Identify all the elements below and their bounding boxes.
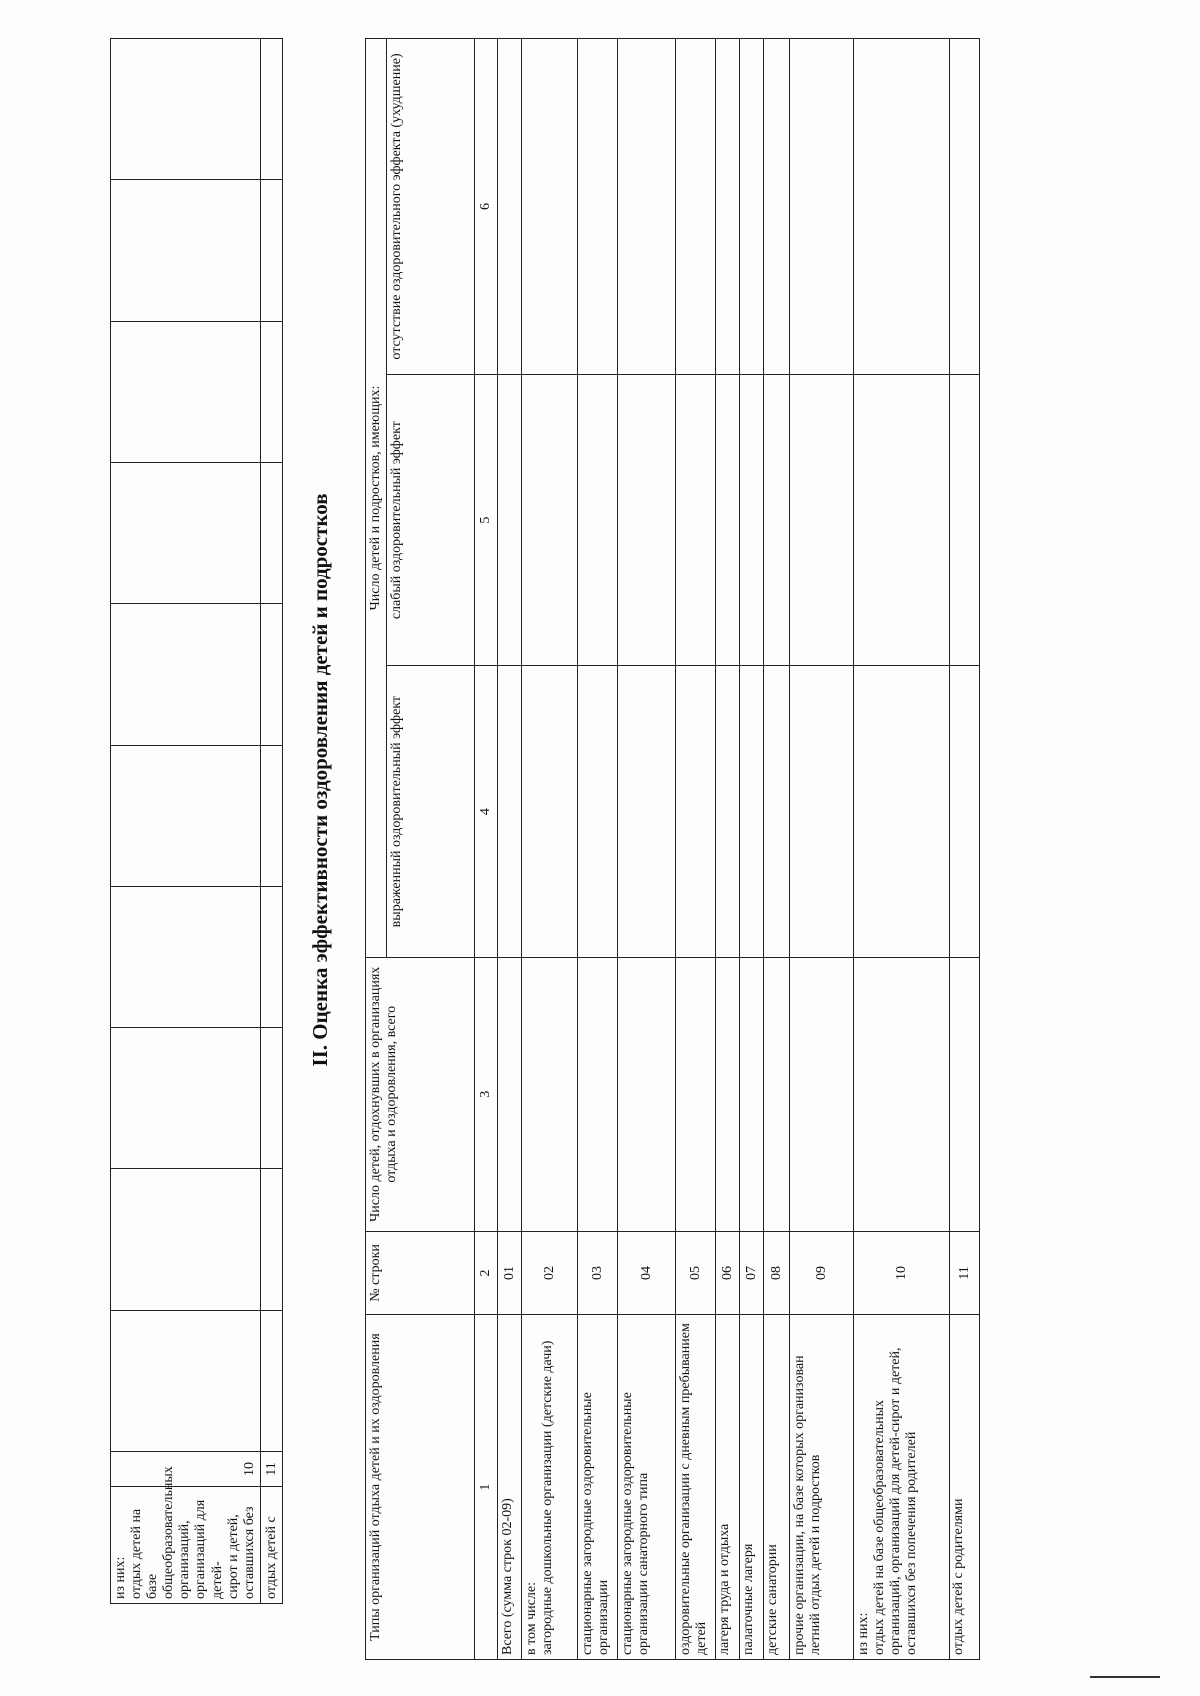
table-cell (111, 462, 261, 603)
row-label: отдых детей с (260, 1487, 282, 1604)
table-cell (578, 374, 618, 665)
table-cell (740, 39, 764, 375)
table-cell (260, 462, 282, 603)
column-number: 3 (475, 957, 498, 1231)
table-cell (950, 957, 980, 1231)
table-cell (764, 374, 790, 665)
table-cell (676, 39, 716, 375)
table-cell (111, 1169, 261, 1310)
table-cell (578, 666, 618, 957)
table-cell (111, 745, 261, 886)
table-row (578, 39, 618, 1660)
table-cell (854, 374, 950, 665)
table-row (950, 39, 980, 1660)
row-label: стационарные загородные оздоровительные организации (578, 1315, 618, 1660)
table-cell (950, 39, 980, 375)
table-cell (522, 374, 578, 665)
column-number: 4 (475, 666, 498, 957)
table-row (522, 39, 578, 1660)
row-code: 01 (498, 1231, 522, 1315)
row-code: 08 (764, 1231, 790, 1315)
table-cell (260, 745, 282, 886)
table-cell (111, 39, 261, 180)
table-cell (854, 957, 950, 1231)
row-code: 05 (676, 1231, 716, 1315)
continuation-table (110, 38, 283, 1604)
column-number-row (475, 39, 498, 1660)
table-cell (260, 180, 282, 321)
header-strong-effect: выраженный оздоровительный эффект (387, 666, 475, 957)
table-cell (854, 666, 950, 957)
table-cell (111, 886, 261, 1027)
header-no-effect: отсутствие оздоровительного эффекта (ухудшение) (387, 39, 475, 375)
table-cell (522, 957, 578, 1231)
column-number: 2 (475, 1231, 498, 1315)
table-cell (764, 39, 790, 375)
row-label: из них: отдых детей на базе общеобразовательных организаций, организаций для детей- сирот и детей, оставшихся без (111, 1487, 261, 1604)
table-cell (111, 604, 261, 745)
table-cell (618, 374, 676, 665)
table-cell (790, 39, 854, 375)
table-cell (716, 374, 740, 665)
table-cell (498, 957, 522, 1231)
table-cell (498, 39, 522, 375)
table-cell (260, 604, 282, 745)
continuation-table-block (110, 38, 280, 1604)
table-cell (111, 180, 261, 321)
row-label: оздоровительные организации с дневным пребыванием детей (676, 1315, 716, 1660)
table-cell (790, 957, 854, 1231)
table-cell (260, 39, 282, 180)
table-cell (260, 321, 282, 462)
table-cell (260, 886, 282, 1027)
table-cell (618, 957, 676, 1231)
row-code: 06 (716, 1231, 740, 1315)
row-code: 07 (740, 1231, 764, 1315)
column-number: 5 (475, 374, 498, 665)
table-cell (716, 957, 740, 1231)
table-cell (790, 666, 854, 957)
header-row (366, 39, 387, 1660)
row-label: прочие организации, на базе которых организован летний отдых детей и подростков (790, 1315, 854, 1660)
table-cell (764, 666, 790, 957)
table-row (790, 39, 854, 1660)
row-label: отдых детей с родителями (950, 1315, 980, 1660)
table-cell (498, 374, 522, 665)
table-cell (764, 957, 790, 1231)
row-label: палаточные лагеря (740, 1315, 764, 1660)
table-cell (676, 666, 716, 957)
table-cell (498, 666, 522, 957)
table-cell (676, 374, 716, 665)
table-cell (740, 374, 764, 665)
row-label: лагеря труда и отдыха (716, 1315, 740, 1660)
table-cell (111, 321, 261, 462)
column-number: 1 (475, 1315, 498, 1660)
effectiveness-table (365, 38, 980, 1660)
table-cell (740, 957, 764, 1231)
table-cell (676, 957, 716, 1231)
table-cell (790, 374, 854, 665)
table-row (618, 39, 676, 1660)
table-cell (260, 1028, 282, 1169)
row-code: 11 (260, 1452, 282, 1487)
table-row (260, 39, 282, 1604)
section-title: II. Оценка эффективности оздоровления детей и подростков (308, 493, 332, 1067)
row-code: 10 (111, 1452, 261, 1487)
table-cell (950, 374, 980, 665)
table-row (111, 39, 261, 1604)
table-cell (522, 666, 578, 957)
table-cell (260, 1169, 282, 1310)
row-label: стационарные загородные оздоровительные организации санаторного типа (618, 1315, 676, 1660)
header-total-children: Число детей, отдохнувших в организациях отдыха и оздоровления, всего (366, 957, 475, 1231)
column-number: 6 (475, 39, 498, 375)
table-cell (578, 957, 618, 1231)
header-weak-effect: слабый оздоровительный эффект (387, 374, 475, 665)
row-code: 09 (790, 1231, 854, 1315)
table-row (498, 39, 522, 1660)
table-cell (716, 39, 740, 375)
table-row (676, 39, 716, 1660)
table-cell (950, 666, 980, 957)
table-row (854, 39, 950, 1660)
row-label: из них: отдых детей на базе общеобразовательных организаций, организаций для детей-сирот и детей, оставшихся без попечения родителей (854, 1315, 950, 1660)
table-cell (260, 1310, 282, 1451)
table-row (740, 39, 764, 1660)
section-title-block (300, 0, 340, 1560)
main-table-block (365, 38, 1195, 1660)
row-label: детские санатории (764, 1315, 790, 1660)
row-code: 11 (950, 1231, 980, 1315)
table-cell (618, 39, 676, 375)
row-code: 10 (854, 1231, 950, 1315)
header-row-number: № строки (366, 1231, 475, 1315)
table-cell (854, 39, 950, 375)
row-code: 02 (522, 1231, 578, 1315)
row-label: Всего (сумма строк 02-09) (498, 1315, 522, 1660)
table-cell (716, 666, 740, 957)
row-code: 03 (578, 1231, 618, 1315)
table-cell (578, 39, 618, 375)
table-cell (740, 666, 764, 957)
table-cell (111, 1028, 261, 1169)
table-row (716, 39, 740, 1660)
header-group-children-having: Число детей и подростков, имеющих: (366, 39, 387, 958)
row-label: в том числе: загородные дошкольные организации (детские дачи) (522, 1315, 578, 1660)
table-cell (111, 1310, 261, 1451)
row-code: 04 (618, 1231, 676, 1315)
table-row (764, 39, 790, 1660)
header-org-types: Типы организаций отдыха детей и их оздоровления (366, 1315, 475, 1660)
table-cell (618, 666, 676, 957)
table-cell (522, 39, 578, 375)
scan-edge-mark (1090, 1676, 1160, 1678)
